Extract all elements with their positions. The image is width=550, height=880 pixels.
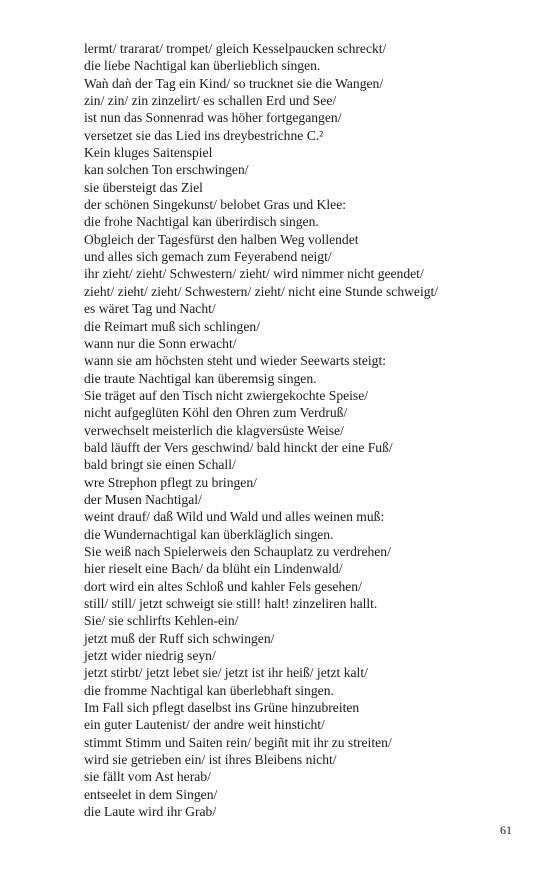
- poem-line: die Laute wird ihr Grab/: [84, 804, 217, 820]
- poem-line: wird sie getrieben ein/ ist ihres Bleibens nicht/: [84, 752, 337, 768]
- poem-line: Kein kluges Saitenspiel: [84, 145, 213, 161]
- poem-line: die traute Nachtigal kan überemsig singen.: [84, 370, 317, 386]
- poem-line: ein guter Lautenist/ der andre weit hinsticht/: [84, 717, 325, 733]
- poem-text: [84, 40, 524, 820]
- poem-line: verwechselt meisterlich die klagversüste Weise/: [84, 422, 344, 438]
- poem-line: jetzt stirbt/ jetzt lebet sie/ jetzt ist ihr heiß/ jetzt kalt/: [84, 665, 368, 681]
- page-number: 61: [500, 823, 512, 837]
- poem-line: Sie weiß nach Spielerweis den Schauplatz zu verdrehen/: [84, 543, 391, 559]
- poem-line: lermt/ trararat/ trompet/ gleich Kesselpaucken schreckt/: [84, 41, 387, 56]
- poem-line: bald läufft der Vers geschwind/ bald hinckt der eine Fuß/: [84, 439, 393, 455]
- poem-line: nicht aufgeglüten Köhl den Ohren zum Verdruß/: [84, 405, 348, 421]
- poem-line: Sie träget auf den Tisch nicht zwiergekochte Speise/: [84, 387, 369, 403]
- poem-line: zin/ zin/ zin zinzelirt/ es schallen Erd und See/: [84, 93, 337, 109]
- poem-line: jetzt muß der Ruff sich schwingen/: [84, 630, 275, 646]
- poem-line: versetzet sie das Lied ins dreybestrichne C.²: [84, 127, 324, 143]
- poem-line: hier rieselt eine Bach/ da blüht ein Lindenwald/: [84, 561, 343, 577]
- poem-line: ist nun das Sonnenrad was höher fortgegangen/: [84, 110, 342, 126]
- poem-line: die frohe Nachtigal kan überirdisch singen.: [84, 214, 319, 230]
- poem-line: die fromme Nachtigal kan überlebhaft singen.: [84, 682, 334, 698]
- poem-line: still/ still/ jetzt schweigt sie still! halt! zinzeliren hallt.: [84, 596, 378, 611]
- poem-line: der Musen Nachtigal/: [84, 491, 202, 507]
- poem-line: stimmt Stimm und Saiten rein/ begiñt mit ihr zu streiten/: [84, 734, 392, 750]
- poem-line: sie fällt vom Ast herab/: [84, 769, 211, 785]
- poem-line: kan solchen Ton erschwingen/: [84, 162, 249, 178]
- poem-line: es wäret Tag und Nacht/: [84, 301, 216, 317]
- poem-line: Obgleich der Tagesfürst den halben Weg vollendet: [84, 231, 359, 247]
- poem-line: und alles sich gemach zum Feyerabend neigt/: [84, 249, 332, 265]
- poem-line: zieht/ zieht/ zieht/ Schwestern/ zieht/ nicht eine Stunde schweigt/: [84, 283, 439, 299]
- poem-line: jetzt wider niedrig seyn/: [84, 648, 216, 664]
- poem-line: bald bringt sie einen Schall/: [84, 457, 236, 473]
- poem-line: die liebe Nachtigal kan überlieblich singen.: [84, 58, 321, 74]
- poem-line: Im Fall sich pflegt daselbst ins Grüne hinzubreiten: [84, 700, 360, 716]
- poem-line: sie übersteigt das Ziel: [84, 179, 203, 195]
- poem-line: Waǹ daǹ der Tag ein Kind/ so trucknet sie die Wangen/: [84, 75, 384, 91]
- poem-line: der schönen Singekunst/ belobet Gras und Klee:: [84, 197, 346, 213]
- poem-line: wann nur die Sonn erwacht/: [84, 335, 237, 351]
- poem-line: die Reimart muß sich schlingen/: [84, 318, 260, 334]
- poem-line: weint drauf/ daß Wild und Wald und alles weinen muß:: [84, 509, 385, 525]
- poem-line: wann sie am höchsten steht und wieder Seewarts steigt:: [84, 353, 387, 369]
- poem-line: ihr zieht/ zieht/ Schwestern/ zieht/ wird nimmer nicht geendet/: [84, 266, 424, 282]
- poem-line: die Wundernachtigal kan überkläglich singen.: [84, 526, 334, 542]
- poem-line: entseelet in dem Singen/: [84, 786, 218, 802]
- poem-line: Sie/ sie schlirfts Kehlen-ein/: [84, 613, 239, 629]
- poem-line: dort wird ein altes Schloß und kahler Fels gesehen/: [84, 578, 362, 594]
- poem-line: wre Strephon pflegt zu bringen/: [84, 474, 257, 490]
